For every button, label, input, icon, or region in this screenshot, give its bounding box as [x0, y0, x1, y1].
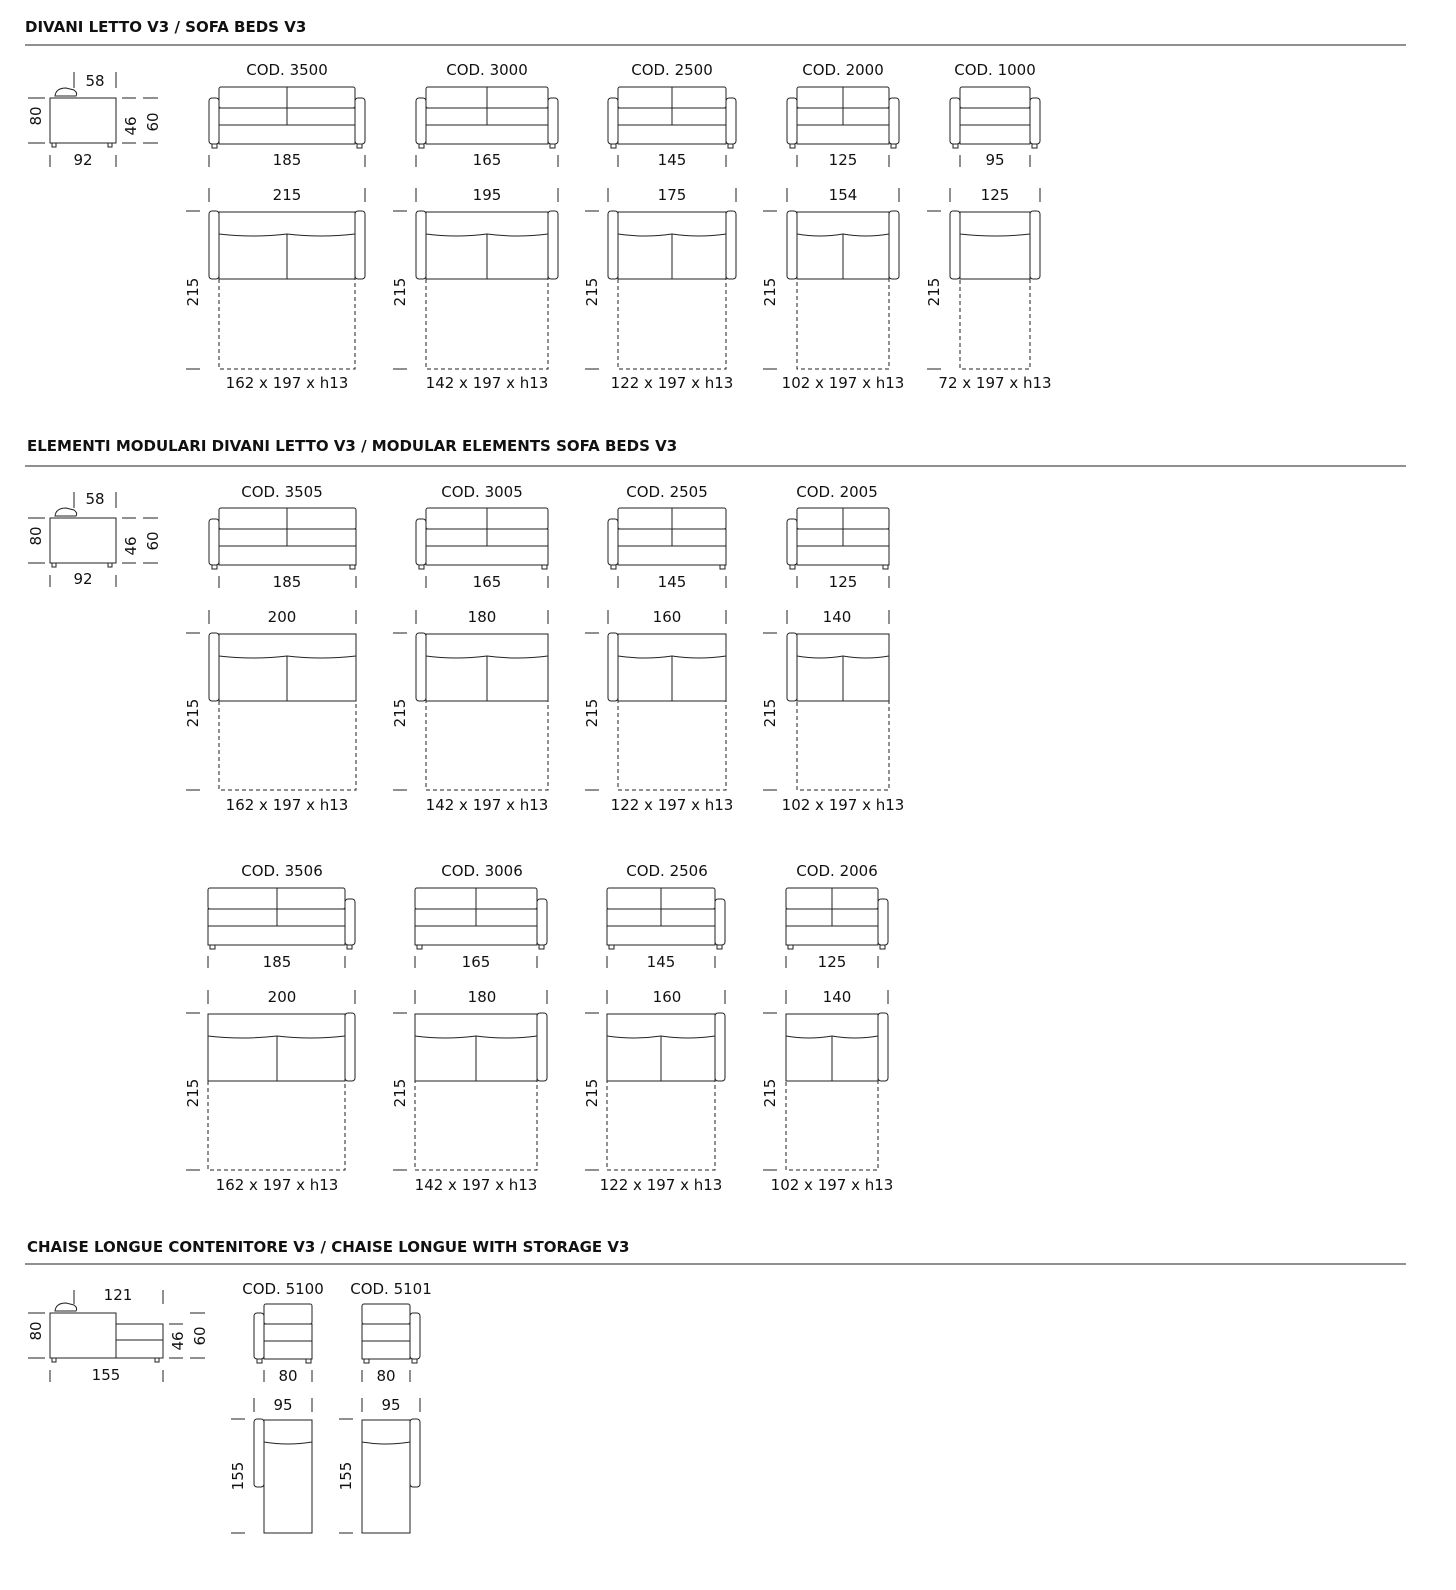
front-width-label: 125: [817, 953, 847, 971]
side-seat-height-label: 46: [122, 116, 140, 136]
bed-size-label: 162 x 197 x h13: [215, 1176, 339, 1194]
front-width-label: 80: [278, 1367, 298, 1385]
bed-size-label: 102 x 197 x h13: [770, 1176, 894, 1194]
bed-size-label: 142 x 197 x h13: [425, 374, 549, 392]
module-item-3006: [391, 862, 547, 1194]
section-modular-elements: [25, 437, 1406, 1194]
side-depth-label: 155: [91, 1366, 121, 1384]
top-view: [585, 188, 736, 369]
item-code: COD. 2005: [796, 483, 878, 501]
section-title: DIVANI LETTO V3 / SOFA BEDS V3: [25, 18, 307, 36]
side-depth-label: 92: [73, 570, 93, 588]
top-width-label: 95: [381, 1396, 401, 1414]
item-code: COD. 2505: [626, 483, 708, 501]
top-width-label: 125: [980, 186, 1010, 204]
item-code: COD. 3000: [446, 61, 528, 79]
side-seat-height-label: 46: [122, 536, 140, 556]
section-sofa-beds: [25, 18, 1406, 392]
front-width-label: 145: [657, 151, 687, 169]
item-code: COD. 3005: [441, 483, 523, 501]
side-height-label: 80: [27, 106, 45, 126]
top-view: [186, 188, 365, 369]
top-width-label: 215: [272, 186, 302, 204]
top-width-label: 180: [467, 988, 497, 1006]
chaise-item-5100: [229, 1280, 324, 1533]
depth-label: 215: [761, 1078, 779, 1108]
module-item-3005: [391, 483, 548, 814]
section-title: CHAISE LONGUE CONTENITORE V3 / CHAISE LONGUE WITH STORAGE V3: [27, 1238, 630, 1256]
item-code: COD. 2006: [796, 862, 878, 880]
item-code: COD. 3006: [441, 862, 523, 880]
depth-label: 215: [184, 277, 202, 307]
depth-label: 215: [583, 698, 601, 728]
front-width-label: 185: [272, 151, 302, 169]
chaise-item-5101: [337, 1280, 432, 1533]
bed-size-label: 142 x 197 x h13: [425, 796, 549, 814]
side-depth-label: 92: [73, 151, 93, 169]
front-width-label: 165: [472, 151, 502, 169]
item-code: COD. 3506: [241, 862, 323, 880]
side-arm-height-label: 60: [191, 1326, 209, 1346]
module-item-3506: [184, 862, 355, 1194]
depth-label: 215: [391, 698, 409, 728]
front-width-label: 145: [646, 953, 676, 971]
top-width-label: 160: [652, 608, 682, 626]
front-width-label: 95: [985, 151, 1005, 169]
item-code: COD. 1000: [954, 61, 1036, 79]
top-width-label: 175: [657, 186, 687, 204]
top-view: [585, 610, 726, 790]
module-item-2505: [583, 483, 733, 814]
top-width-label: 180: [467, 608, 497, 626]
side-height-label: 80: [27, 526, 45, 546]
top-width-label: 95: [273, 1396, 293, 1414]
front-width-label: 185: [262, 953, 292, 971]
module-item-2506: [583, 862, 725, 1194]
item-code: COD. 5101: [350, 1280, 432, 1298]
depth-label: 215: [391, 1078, 409, 1108]
module-item-2006: [761, 862, 893, 1194]
top-width-label: 140: [822, 608, 852, 626]
side-seat-depth-label: 58: [85, 490, 105, 508]
bed-size-label: 142 x 197 x h13: [414, 1176, 538, 1194]
depth-label: 155: [229, 1461, 247, 1491]
side-arm-height-label: 60: [144, 112, 162, 132]
bed-size-label: 162 x 197 x h13: [225, 374, 349, 392]
side-seat-height-label: 46: [169, 1331, 187, 1351]
depth-label: 215: [925, 277, 943, 307]
module-item-2005: [761, 483, 904, 814]
bed-size-label: 102 x 197 x h13: [781, 374, 905, 392]
item-code: COD. 5100: [242, 1280, 324, 1298]
bed-size-label: 162 x 197 x h13: [225, 796, 349, 814]
bed-size-label: 122 x 197 x h13: [599, 1176, 723, 1194]
front-width-label: 125: [828, 573, 858, 591]
sofa-item-3000: [391, 61, 558, 392]
top-view: [186, 990, 355, 1170]
front-width-label: 185: [272, 573, 302, 591]
front-width-label: 165: [461, 953, 491, 971]
top-view: [393, 188, 558, 369]
side-height-label: 80: [27, 1321, 45, 1341]
depth-label: 215: [391, 277, 409, 307]
item-code: COD. 3505: [241, 483, 323, 501]
sofa-item-1000: [925, 61, 1052, 392]
top-view: [393, 990, 547, 1170]
item-code: COD. 2506: [626, 862, 708, 880]
item-code: COD. 2000: [802, 61, 884, 79]
top-view: [763, 188, 899, 369]
item-code: COD. 2500: [631, 61, 713, 79]
front-width-label: 145: [657, 573, 687, 591]
top-view: [585, 990, 725, 1170]
front-width-label: 125: [828, 151, 858, 169]
bed-size-label: 72 x 197 x h13: [938, 374, 1052, 392]
top-width-label: 200: [267, 988, 297, 1006]
top-width-label: 154: [828, 186, 858, 204]
top-view: [927, 188, 1040, 369]
depth-label: 215: [761, 698, 779, 728]
top-view: [393, 610, 548, 790]
top-view: [186, 610, 356, 790]
front-width-label: 165: [472, 573, 502, 591]
side-arm-height-label: 60: [144, 531, 162, 551]
sofa-item-2000: [761, 61, 904, 392]
depth-label: 155: [337, 1461, 355, 1491]
top-width-label: 140: [822, 988, 852, 1006]
top-width-label: 160: [652, 988, 682, 1006]
depth-label: 215: [184, 1078, 202, 1108]
side-seat-depth-label: 58: [85, 72, 105, 90]
module-item-3505: [184, 483, 356, 814]
bed-size-label: 102 x 197 x h13: [781, 796, 905, 814]
depth-label: 215: [761, 277, 779, 307]
sofa-item-3500: [184, 61, 365, 392]
section-chaise-longue: [25, 1238, 1406, 1533]
depth-label: 215: [583, 1078, 601, 1108]
depth-label: 215: [184, 698, 202, 728]
bed-size-label: 122 x 197 x h13: [610, 796, 734, 814]
top-width-label: 200: [267, 608, 297, 626]
sofa-item-2500: [583, 61, 736, 392]
section-title: ELEMENTI MODULARI DIVANI LETTO V3 / MODULAR ELEMENTS SOFA BEDS V3: [27, 437, 678, 455]
top-width-label: 195: [472, 186, 502, 204]
side-seat-depth-label: 121: [103, 1286, 133, 1304]
front-width-label: 80: [376, 1367, 396, 1385]
item-code: COD. 3500: [246, 61, 328, 79]
top-view: [763, 990, 888, 1170]
bed-size-label: 122 x 197 x h13: [610, 374, 734, 392]
depth-label: 215: [583, 277, 601, 307]
top-view: [763, 610, 889, 790]
